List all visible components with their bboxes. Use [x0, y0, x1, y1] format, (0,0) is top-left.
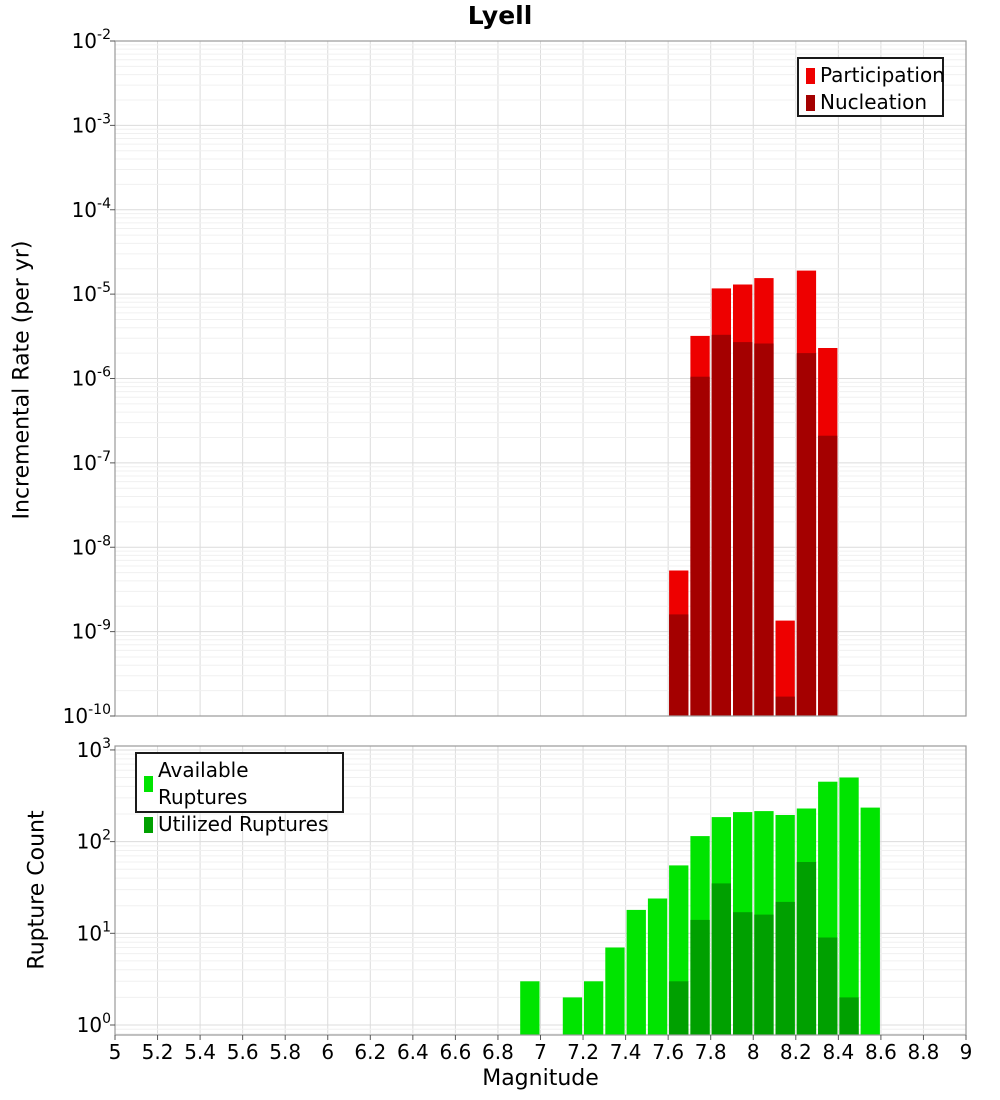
legend-label-utilized: Utilized Ruptures [158, 812, 329, 836]
bar-1-7.6 [669, 614, 688, 716]
legend-rate [797, 57, 944, 117]
bar-0-6.9 [520, 981, 539, 1035]
y-tick-label-1e-3: $10^{-3}$ [71, 111, 111, 138]
y-tick-label-1e0: $10^0$ [76, 1011, 111, 1038]
legend-item-utilized [144, 811, 334, 838]
y-tick-labels [77, 736, 115, 1037]
x-tick-label-5.2: 5.2 [141, 1040, 174, 1064]
x-tick-labels [109, 1035, 973, 1064]
x-tick-label-8.2: 8.2 [779, 1040, 812, 1064]
y-tick-label-1e-4: $10^{-4}$ [71, 195, 111, 222]
legend-item-nucleation [806, 89, 934, 116]
x-tick-label-6.4: 6.4 [396, 1040, 429, 1064]
x-axis-label: Magnitude [482, 1066, 599, 1091]
y-tick-label-1e-8: $10^{-8}$ [71, 533, 111, 560]
x-tick-label-7.8: 7.8 [694, 1040, 727, 1064]
participation-swatch [806, 68, 815, 84]
bar-1-8.2 [797, 353, 816, 716]
bar-0-7.4 [627, 910, 646, 1035]
x-tick-label-7.4: 7.4 [609, 1040, 642, 1064]
bar-1-8 [754, 915, 773, 1035]
bar-1-7.7 [690, 377, 709, 716]
bar-1-8 [754, 344, 773, 717]
bar-0-7.5 [648, 899, 667, 1036]
bar-1-8.1 [776, 697, 795, 716]
x-tick-label-9: 9 [959, 1040, 973, 1064]
y-axis-label-count: Rupture Count [24, 810, 50, 970]
available-ruptures-swatch [144, 776, 153, 792]
bar-0-7.1 [563, 997, 582, 1035]
legend-label-participation: Participation [820, 63, 945, 87]
x-tick-label-8.4: 8.4 [822, 1040, 855, 1064]
x-tick-label-5.6: 5.6 [226, 1040, 259, 1064]
y-axis-label-rate: Incremental Rate (per yr) [9, 240, 35, 520]
x-tick-label-6.2: 6.2 [354, 1040, 387, 1064]
bar-1-7.7 [690, 920, 709, 1035]
y-tick-label-1e-10: $10^{-10}$ [62, 702, 111, 728]
legend-item-available [144, 757, 334, 811]
bar-1-7.8 [712, 335, 731, 716]
bar-1-8.2 [797, 862, 816, 1035]
x-tick-label-5.8: 5.8 [269, 1040, 302, 1064]
y-tick-label-1e-6: $10^{-6}$ [71, 364, 111, 391]
bar-1-8.3 [818, 436, 837, 716]
y-tick-label-1e2: $10^2$ [76, 827, 111, 854]
y-tick-label-1e-5: $10^{-5}$ [71, 280, 111, 307]
utilized-ruptures-swatch [144, 817, 153, 833]
x-tick-label-5: 5 [108, 1040, 122, 1064]
x-tick-label-7.6: 7.6 [652, 1040, 685, 1064]
x-tick-label-8.6: 8.6 [864, 1040, 897, 1064]
x-tick-label-8: 8 [746, 1040, 760, 1064]
bar-1-8.1 [776, 902, 795, 1035]
bar-0-8.5 [861, 808, 880, 1035]
y-tick-label-1e-7: $10^{-7}$ [71, 448, 111, 475]
bar-1-7.9 [733, 912, 752, 1035]
rate-chart [63, 27, 966, 728]
bar-0-7.3 [605, 948, 624, 1036]
x-tick-label-5.4: 5.4 [184, 1040, 217, 1064]
bar-1-7.8 [712, 883, 731, 1035]
x-tick-label-7: 7 [534, 1040, 547, 1064]
y-tick-label-1e-9: $10^{-9}$ [71, 617, 111, 644]
bar-1-7.9 [733, 342, 752, 716]
nucleation-swatch [806, 95, 815, 111]
bar-0-8.4 [839, 778, 858, 1036]
bar-1-8.3 [818, 938, 837, 1036]
y-tick-label-1e1: $10^1$ [76, 919, 111, 946]
bar-0-7.2 [584, 981, 603, 1035]
x-tick-label-8.8: 8.8 [907, 1040, 940, 1064]
x-tick-label-6.6: 6.6 [439, 1040, 472, 1064]
bar-1-8.4 [839, 997, 858, 1035]
x-tick-label-7.2: 7.2 [567, 1040, 599, 1064]
y-tick-labels [63, 27, 115, 728]
y-tick-label-1e-2: $10^{-2}$ [71, 27, 111, 53]
bar-1-7.6 [669, 981, 688, 1035]
legend-label-nucleation: Nucleation [820, 90, 928, 114]
y-tick-label-1e3: $10^3$ [76, 735, 111, 762]
legend-label-available: Available Ruptures [158, 758, 249, 809]
chart-title: Lyell [467, 1, 533, 30]
legend-count [135, 752, 344, 836]
x-tick-label-6: 6 [321, 1040, 335, 1064]
x-tick-label-6.8: 6.8 [482, 1040, 514, 1064]
legend-item-participation [806, 62, 945, 89]
